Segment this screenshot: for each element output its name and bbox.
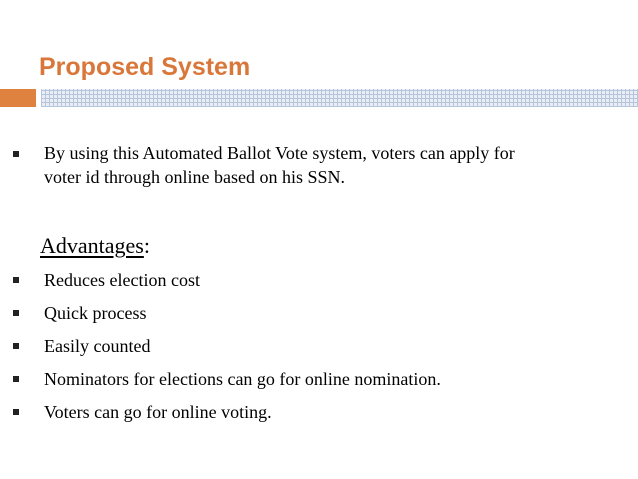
intro-line-1: By using this Automated Ballot Vote system, voters can apply for	[44, 143, 515, 163]
intro-line-2: voter id through online based on his SSN.	[44, 167, 345, 187]
advantages-heading-colon: :	[143, 233, 150, 258]
slide-title: Proposed System	[39, 53, 251, 81]
bullet-icon	[13, 376, 19, 382]
advantage-item: Voters can go for online voting.	[44, 402, 272, 422]
bullet-icon	[13, 151, 19, 157]
bullet-icon	[13, 343, 19, 349]
bullet-icon	[13, 409, 19, 415]
bullet-icon	[13, 310, 19, 316]
advantage-item: Nominators for elections can go for online nomination.	[44, 369, 441, 389]
advantages-heading-text: Advantages	[40, 233, 144, 258]
title-accent-bar	[0, 89, 36, 107]
advantage-item: Reduces election cost	[44, 270, 200, 290]
bullet-icon	[13, 277, 19, 283]
advantage-item: Easily counted	[44, 336, 151, 356]
advantages-heading	[40, 232, 150, 260]
title-hatch-bar	[41, 89, 638, 107]
advantage-item: Quick process	[44, 303, 147, 323]
